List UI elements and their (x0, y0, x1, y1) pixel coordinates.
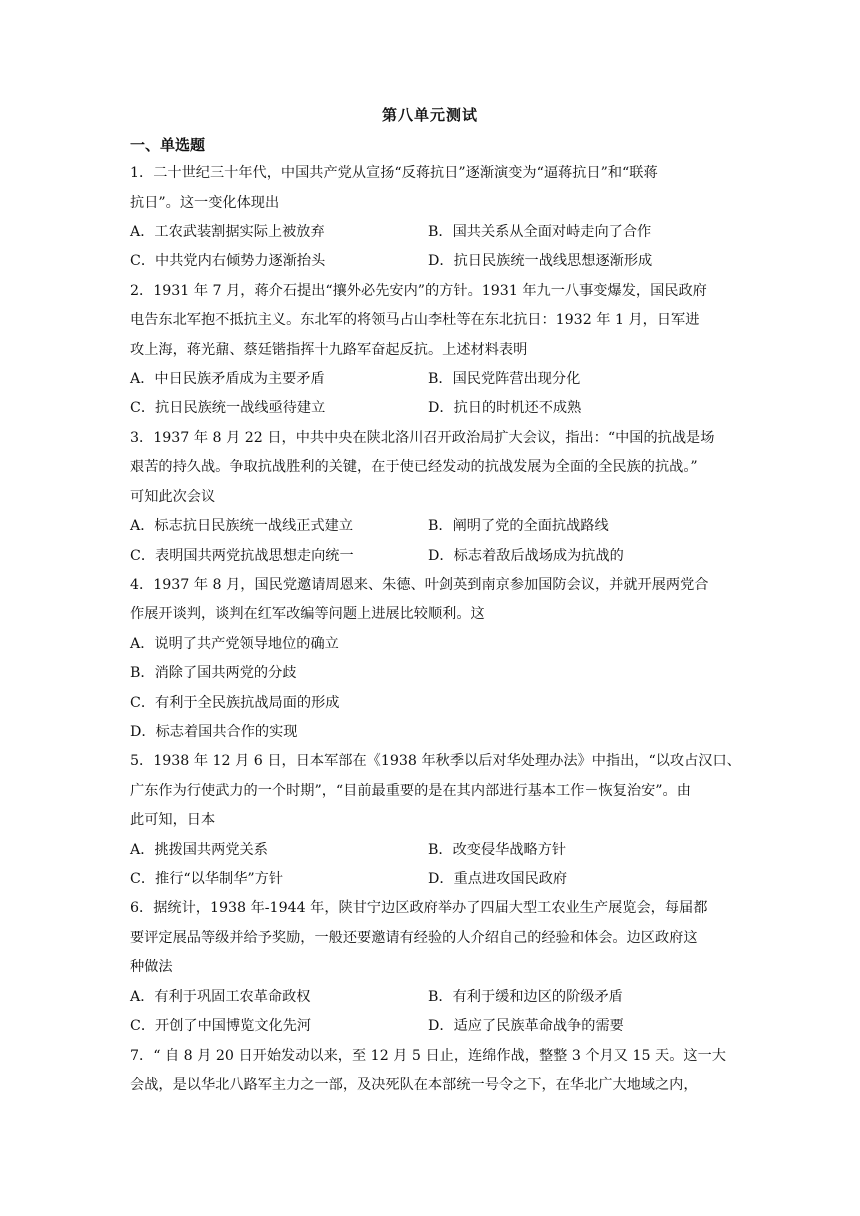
question-4-line-2: 作展开谈判，谈判在红军改编等问题上进展比较顺利。这 (130, 606, 485, 622)
question-2-line-3: 攻上海，蒋光鼐、蔡廷锴指挥十九路军奋起反抗。上述材料表明 (130, 342, 528, 358)
question-3-line-3: 可知此次会议 (130, 489, 216, 505)
question-2-option-b: B．国民党阵营出现分化 (428, 371, 581, 387)
question-2-line-2: 电告东北军抱不抵抗主义。东北军的将领马占山李杜等在东北抗日：1932 年 1 月，日军进 (130, 312, 700, 328)
question-4-option-a: A．说明了共产党领导地位的确立 (130, 636, 339, 652)
question-3-line-2: 艰苦的持久战。争取抗战胜利的关键，在于使已经发动的抗战发展为全面的全民族的抗战。” (130, 459, 698, 475)
question-5-option-c: C．推行“以华制华”方针 (130, 871, 284, 887)
question-1-option-c: C．中共党内右倾势力逐渐抬头 (130, 253, 326, 269)
question-3-option-d: D．标志着敌后战场成为抗战的 (428, 548, 624, 564)
question-1-line-1: 1．二十世纪三十年代，中国共产党从宣扬“反蒋抗日”逐渐演变为“逼蒋抗日”和“联蒋 (130, 165, 658, 181)
question-5-line-2: 广东作为行使武力的一个时期”，“目前最重要的是在其内部进行基本工作－恢复治安”。由 (130, 783, 691, 799)
question-7-line-1: 7．“ 自 8 月 20 日开始发动以来，至 12 月 5 日止，连绵作战，整整 3 个月又 15 天。这一大 (130, 1048, 726, 1064)
question-1-option-a: A．工农武装割据实际上被放弃 (130, 224, 325, 240)
question-3-option-b: B．阐明了党的全面抗战路线 (428, 518, 609, 534)
page-title: 第八单元测试 (381, 106, 478, 124)
question-1-line-2: 抗日”。这一变化体现出 (130, 195, 280, 211)
question-4-option-d: D．标志着国共合作的实现 (130, 724, 298, 740)
question-4-line-1: 4．1937 年 8 月，国民党邀请周恩来、朱德、叶剑英到南京参加国防会议，并就开展两党合 (130, 577, 709, 593)
question-3-line-1: 3．1937 年 8 月 22 日，中共中央在陕北洛川召开政治局扩大会议，指出：“中国的抗战是场 (130, 430, 715, 446)
question-6-option-d: D．适应了民族革命战争的需要 (428, 1018, 624, 1034)
question-2-option-a: A．中日民族矛盾成为主要矛盾 (130, 371, 325, 387)
question-2-line-1: 2．1931 年 7 月，蒋介石提出“攘外必先安内”的方针。1931 年九一八事变爆发，国民政府 (130, 283, 707, 299)
question-6-line-2: 要评定展品等级并给予奖励，一般还要邀请有经验的人介绍自己的经验和体会。边区政府这 (130, 930, 698, 946)
question-3-option-a: A．标志抗日民族统一战线正式建立 (130, 518, 354, 534)
question-5-option-d: D．重点进攻国民政府 (428, 871, 568, 887)
section-heading: 一、单选题 (130, 136, 206, 154)
question-5-option-a: A．挑拨国共两党关系 (130, 842, 268, 858)
question-5-option-b: B．改变侵华战略方针 (428, 842, 567, 858)
question-5-line-1: 5．1938 年 12 月 6 日，日本军部在《1938 年秋季以后对华处理办法》中指出，“以攻占汉口、 (130, 753, 741, 769)
question-1-option-d: D．抗日民族统一战线思想逐渐形成 (428, 253, 653, 269)
question-6-line-3: 种做法 (130, 959, 173, 975)
question-4-option-c: C．有利于全民族抗战局面的形成 (130, 695, 340, 711)
question-6-option-b: B．有利于缓和边区的阶级矛盾 (428, 989, 623, 1005)
question-4-option-b: B．消除了国共两党的分歧 (130, 665, 297, 681)
question-6-option-c: C．开创了中国博览文化先河 (130, 1018, 312, 1034)
question-2-option-c: C．抗日民族统一战线亟待建立 (130, 400, 326, 416)
question-3-option-c: C．表明国共两党抗战思想走向统一 (130, 548, 354, 564)
question-7-line-2: 会战，是以华北八路军主力之一部，及决死队在本部统一号令之下，在华北广大地域之内， (130, 1077, 698, 1093)
question-6-line-1: 6．据统计，1938 年-1944 年，陕甘宁边区政府举办了四届大型工农业生产展览会，每届都 (130, 900, 708, 916)
question-5-line-3: 此可知，日本 (130, 812, 216, 828)
question-2-option-d: D．抗日的时机还不成熟 (428, 400, 582, 416)
question-6-option-a: A．有利于巩固工农革命政权 (130, 989, 311, 1005)
question-1-option-b: B．国共关系从全面对峙走向了合作 (428, 224, 652, 240)
